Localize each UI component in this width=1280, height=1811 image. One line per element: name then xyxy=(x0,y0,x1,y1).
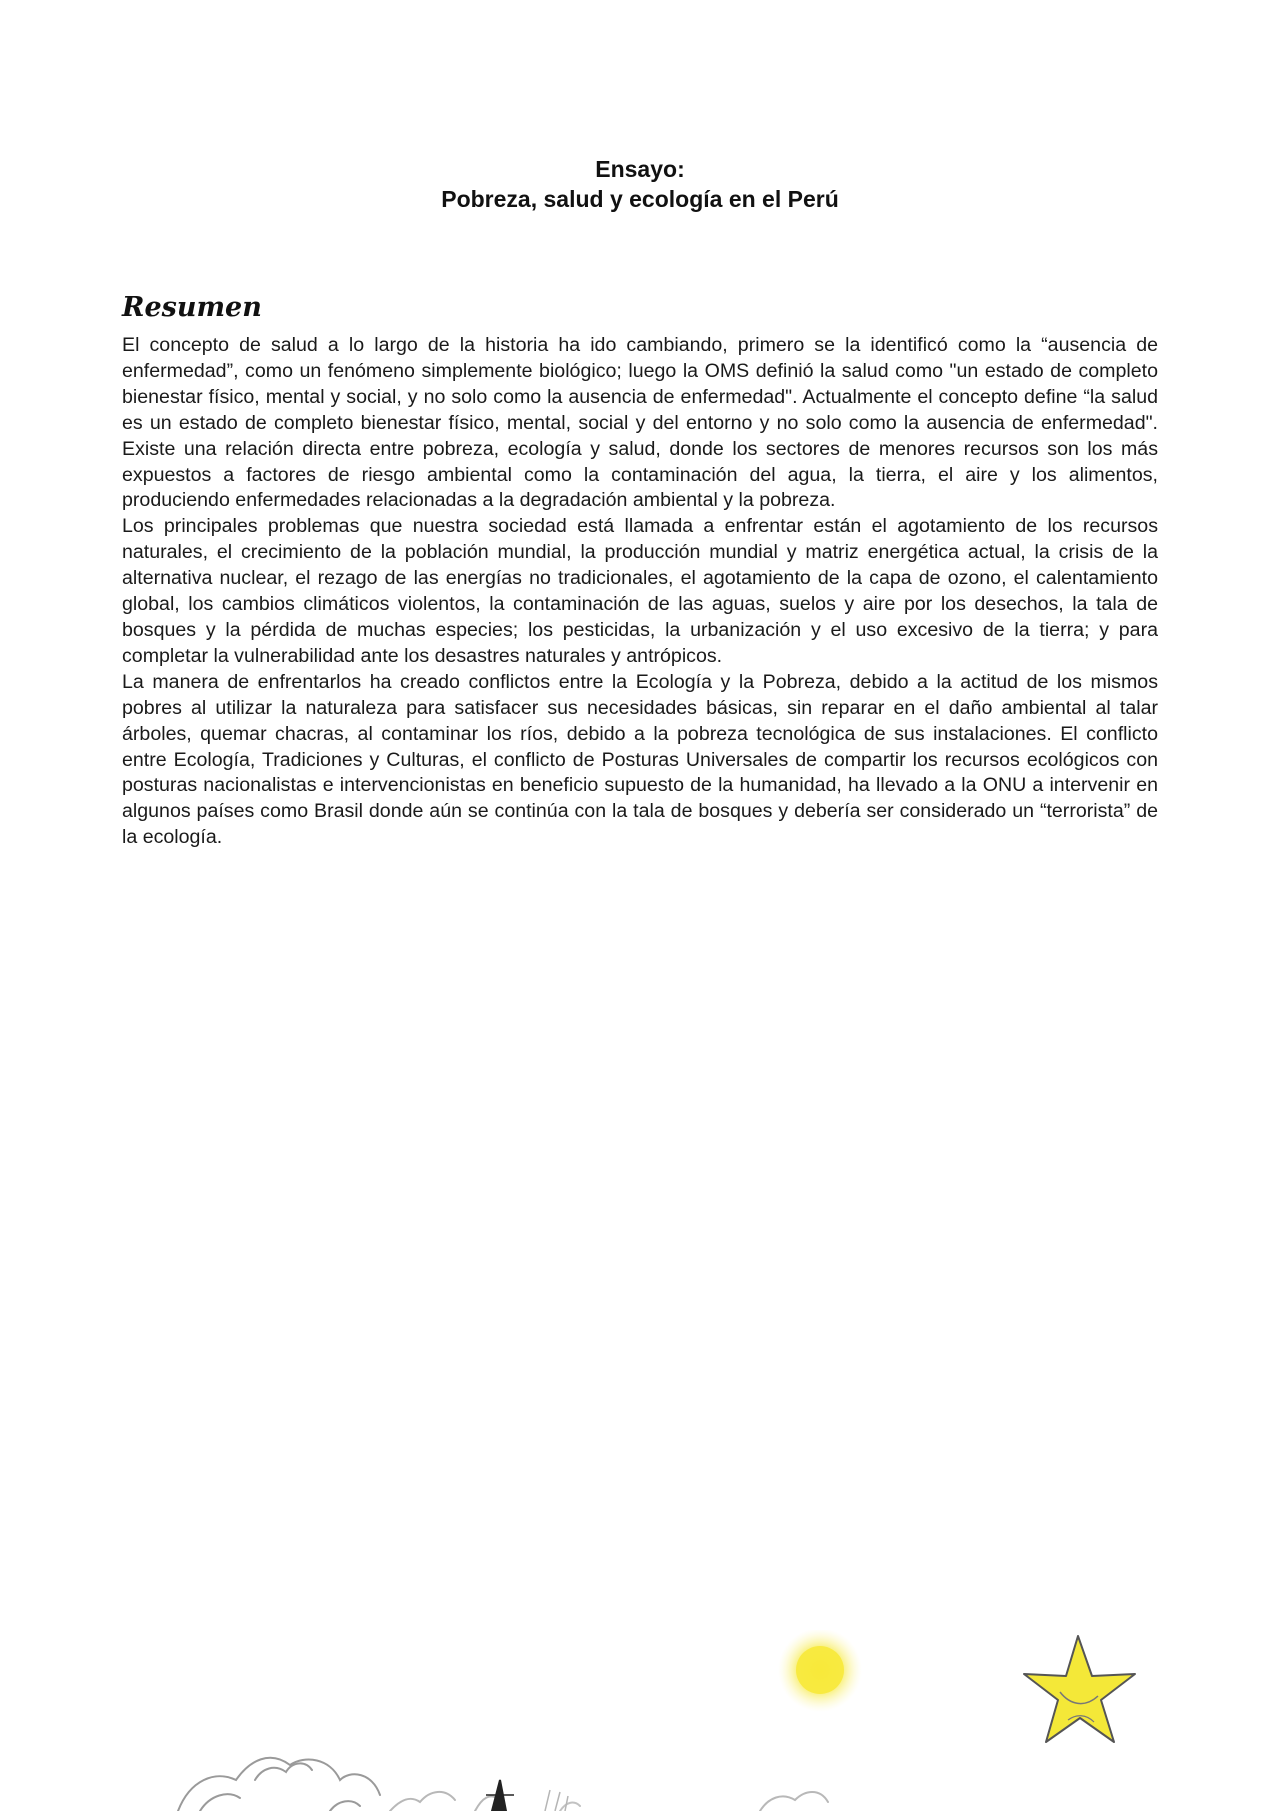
document-title xyxy=(0,154,1280,214)
title-line-essay: Ensayo: xyxy=(595,156,685,182)
section-heading-resumen: Resumen xyxy=(122,292,262,323)
paragraph-2: Los principales problemas que nuestra sociedad está llamada a enfrentar están el agotamiento de los recursos naturales, el crecimiento de la población mundial, la producción mundial y matriz energética actual, la crisis de la alternativa nuclear, el rezago de las energías no tradicionales, el agotamiento de la capa de ozono, el calentamiento global, los cambios climáticos violentos, la contaminación de las aguas, suelos y aire por los desechos, la tala de bosques y la pérdida de muchas especies; los pesticidas, la urbanización y el uso excesivo de la tierra; y para completar la vulnerabilidad ante los desastres naturales y antrópicos. xyxy=(122,515,1158,667)
footer-illustration xyxy=(0,1630,1280,1811)
abstract-body xyxy=(122,333,1158,851)
paragraph-3: La manera de enfrentarlos ha creado conflictos entre la Ecología y la Pobreza, debido a la actitud de los mismos pobres al utilizar la naturaleza para satisfacer sus necesidades básicas, sin reparar en el daño ambiental al talar árboles, quemar chacras, al contaminar los ríos, debido a la pobreza tecnológica de sus instalaciones. El conflicto entre Ecología, Tradiciones y Culturas, el conflicto de Posturas Universales de compartir los recursos ecológicos con posturas nacionalistas e intervencionistas en beneficio supuesto de la humanidad, ha llevado a la ONU a intervenir en algunos países como Brasil donde aún se continúa con la tala de bosques y debería ser considerado un “terrorista” de la ecología. xyxy=(122,670,1158,849)
title-line-topic: Pobreza, salud y ecología en el Perú xyxy=(441,186,839,212)
paragraph-1: El concepto de salud a lo largo de la historia ha ido cambiando, primero se la identificó como la “ausencia de enfermedad”, como un fenómeno simplemente biológico; luego la OMS definió la salud como "un estado de completo bienestar físico, mental y social, y no solo como la ausencia de enfermedad". Actualmente el concepto define “la salud es un estado de completo bienestar físico, mental, social y del entorno y no solo como la ausencia de enfermedad". Existe una relación directa entre pobreza, ecología y salud, donde los sectores de menores recursos son los más expuestos a factores de riesgo ambiental como la contaminación del agua, la tierra, el aire y los alimentos, produciendo enfermedades relacionadas a la degradación ambiental y la pobreza. xyxy=(122,334,1158,512)
sketch-figure-icon xyxy=(486,1780,514,1811)
star-icon xyxy=(1024,1636,1135,1742)
